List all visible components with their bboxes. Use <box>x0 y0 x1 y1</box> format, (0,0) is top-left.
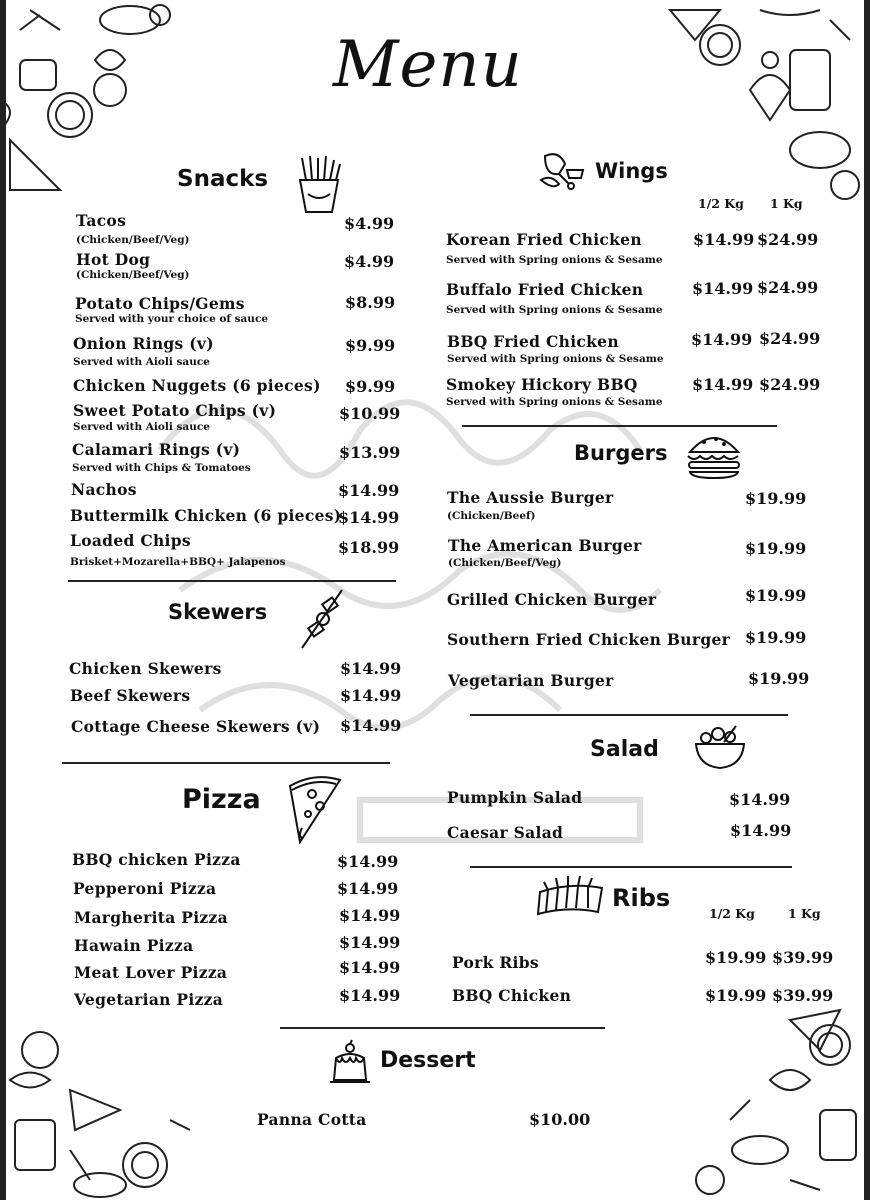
burger-icon <box>684 430 744 480</box>
divider <box>68 580 396 582</box>
snack-item-desc: Served with Aioli sauce <box>73 356 210 368</box>
burger-item-price: $19.99 <box>745 539 807 558</box>
snack-item-desc: Served with Chips & Tomatoes <box>72 462 251 474</box>
pizza-item-price: $14.99 <box>337 879 399 898</box>
wings-icon <box>537 150 585 192</box>
snack-item-name: Sweet Potato Chips (v) <box>73 401 277 420</box>
burger-item-desc: (Chicken/Beef) <box>447 510 536 522</box>
snacks-heading: Snacks <box>177 166 269 192</box>
snack-item-price: $18.99 <box>338 538 400 557</box>
snack-item-price: $4.99 <box>344 214 395 233</box>
skewer-item-name: Chicken Skewers <box>69 659 222 678</box>
wings-item-desc: Served with Spring onions & Sesame <box>446 254 663 266</box>
wings-item-desc: Served with Spring onions & Sesame <box>446 304 663 316</box>
pizza-item-price: $14.99 <box>339 986 401 1005</box>
page-title: Menu <box>333 28 523 102</box>
ribs-item-full: $39.99 <box>772 986 834 1005</box>
snack-item-name: Calamari Rings (v) <box>72 440 241 459</box>
snack-item-name: Loaded Chips <box>70 531 191 550</box>
burger-item-price: $19.99 <box>748 669 810 688</box>
pizza-item-price: $14.99 <box>339 933 401 952</box>
food-doodle-bottom-right <box>670 1000 870 1200</box>
snack-item-desc: (Chicken/Beef/Veg) <box>76 269 190 281</box>
pizza-item-price: $14.99 <box>339 906 401 925</box>
wings-item-full: $24.99 <box>759 329 821 348</box>
snack-item-name: Potato Chips/Gems <box>75 294 245 313</box>
divider <box>62 762 390 764</box>
skewer-item-name: Beef Skewers <box>70 686 191 705</box>
wings-item-half: $14.99 <box>693 230 755 249</box>
wings-item-half: $14.99 <box>691 330 753 349</box>
dessert-item-price: $10.00 <box>529 1110 591 1129</box>
ribs-item-half: $19.99 <box>705 986 767 1005</box>
skewer-item-name: Cottage Cheese Skewers (v) <box>71 717 321 736</box>
snack-item-name: Buttermilk Chicken (6 pieces) <box>70 506 342 525</box>
ribs-icon <box>534 874 606 918</box>
salad-item-name: Caesar Salad <box>447 823 564 842</box>
food-doodle-bottom-left <box>0 1000 200 1200</box>
snack-item-name: Onion Rings (v) <box>73 334 214 353</box>
burger-item-name: Grilled Chicken Burger <box>447 590 657 609</box>
pizza-item-name: Meat Lover Pizza <box>74 963 228 982</box>
wings-item-full: $24.99 <box>757 278 819 297</box>
divider <box>280 1027 605 1029</box>
ribs-heading: Ribs <box>612 884 671 912</box>
pizza-icon <box>284 772 344 844</box>
divider <box>462 425 777 427</box>
burger-item-name: The Aussie Burger <box>447 488 614 507</box>
snack-item-name: Hot Dog <box>76 250 151 269</box>
dessert-item-name: Panna Cotta <box>257 1110 367 1129</box>
burger-item-name: The American Burger <box>448 536 642 555</box>
burger-item-name: Vegetarian Burger <box>448 671 614 690</box>
snack-item-desc: Served with Aioli sauce <box>73 421 210 433</box>
salad-item-name: Pumpkin Salad <box>447 788 583 807</box>
dessert-heading: Dessert <box>380 1048 476 1073</box>
wings-item-desc: Served with Spring onions & Sesame <box>446 396 663 408</box>
skewer-item-price: $14.99 <box>340 686 402 705</box>
salad-item-price: $14.99 <box>729 790 791 809</box>
pizza-item-name: Pepperoni Pizza <box>73 879 217 898</box>
snack-item-name: Tacos <box>76 211 127 230</box>
burger-item-desc: (Chicken/Beef/Veg) <box>448 557 562 569</box>
ribs-item-half: $19.99 <box>705 948 767 967</box>
wings-item-name: Smokey Hickory BBQ <box>446 375 638 394</box>
food-doodle-top-right <box>650 0 870 210</box>
dessert-icon <box>330 1038 370 1086</box>
burger-item-name: Southern Fried Chicken Burger <box>447 630 731 649</box>
skewers-heading: Skewers <box>168 600 268 624</box>
pizza-item-name: Hawain Pizza <box>74 936 194 955</box>
wings-col-half: 1/2 Kg <box>698 196 744 211</box>
snack-item-price: $14.99 <box>338 481 400 500</box>
ribs-item-name: BBQ Chicken <box>452 986 572 1005</box>
pizza-item-name: Margherita Pizza <box>74 908 228 927</box>
snack-item-price: $9.99 <box>345 336 396 355</box>
pizza-item-price: $14.99 <box>337 852 399 871</box>
skewer-item-price: $14.99 <box>340 716 402 735</box>
ribs-item-full: $39.99 <box>772 948 834 967</box>
snack-item-price: $13.99 <box>339 443 401 462</box>
wings-item-name: Korean Fried Chicken <box>446 230 642 249</box>
snack-item-name: Chicken Nuggets (6 pieces) <box>73 376 321 395</box>
wings-item-desc: Served with Spring onions & Sesame <box>447 353 664 365</box>
food-doodle-top-left <box>0 0 200 200</box>
skewer-icon <box>298 588 348 650</box>
wings-item-half: $14.99 <box>692 279 754 298</box>
skewer-item-price: $14.99 <box>340 659 402 678</box>
burger-item-price: $19.99 <box>745 586 807 605</box>
burger-item-price: $19.99 <box>745 628 807 647</box>
divider <box>470 714 788 716</box>
pizza-heading: Pizza <box>182 784 261 815</box>
fries-icon <box>294 154 344 214</box>
wings-heading: Wings <box>595 159 668 183</box>
wings-item-full: $24.99 <box>759 375 821 394</box>
wings-item-half: $14.99 <box>692 375 754 394</box>
snack-item-price: $4.99 <box>344 252 395 271</box>
divider <box>470 866 792 868</box>
pizza-item-name: Vegetarian Pizza <box>74 990 224 1009</box>
pizza-item-price: $14.99 <box>339 958 401 977</box>
salad-item-price: $14.99 <box>730 821 792 840</box>
snack-item-price: $9.99 <box>345 377 396 396</box>
ribs-item-name: Pork Ribs <box>452 953 539 972</box>
snack-item-name: Nachos <box>71 480 137 499</box>
burgers-heading: Burgers <box>574 441 668 465</box>
wings-col-full: 1 Kg <box>770 196 803 211</box>
salad-heading: Salad <box>590 737 659 762</box>
wings-item-full: $24.99 <box>757 230 819 249</box>
ribs-col-full: 1 Kg <box>788 906 821 921</box>
pizza-item-name: BBQ chicken Pizza <box>72 850 241 869</box>
snack-item-price: $8.99 <box>345 293 396 312</box>
snack-item-desc: Served with your choice of sauce <box>75 313 269 325</box>
wings-item-name: BBQ Fried Chicken <box>447 332 619 351</box>
snack-item-price: $14.99 <box>338 508 400 527</box>
snack-item-price: $10.99 <box>339 404 401 423</box>
snack-item-desc: (Chicken/Beef/Veg) <box>76 234 190 246</box>
snack-item-desc: Brisket+Mozarella+BBQ+ Jalapenos <box>70 556 286 568</box>
burger-item-price: $19.99 <box>745 489 807 508</box>
salad-icon <box>694 722 746 770</box>
ribs-col-half: 1/2 Kg <box>709 906 755 921</box>
wings-item-name: Buffalo Fried Chicken <box>446 280 644 299</box>
